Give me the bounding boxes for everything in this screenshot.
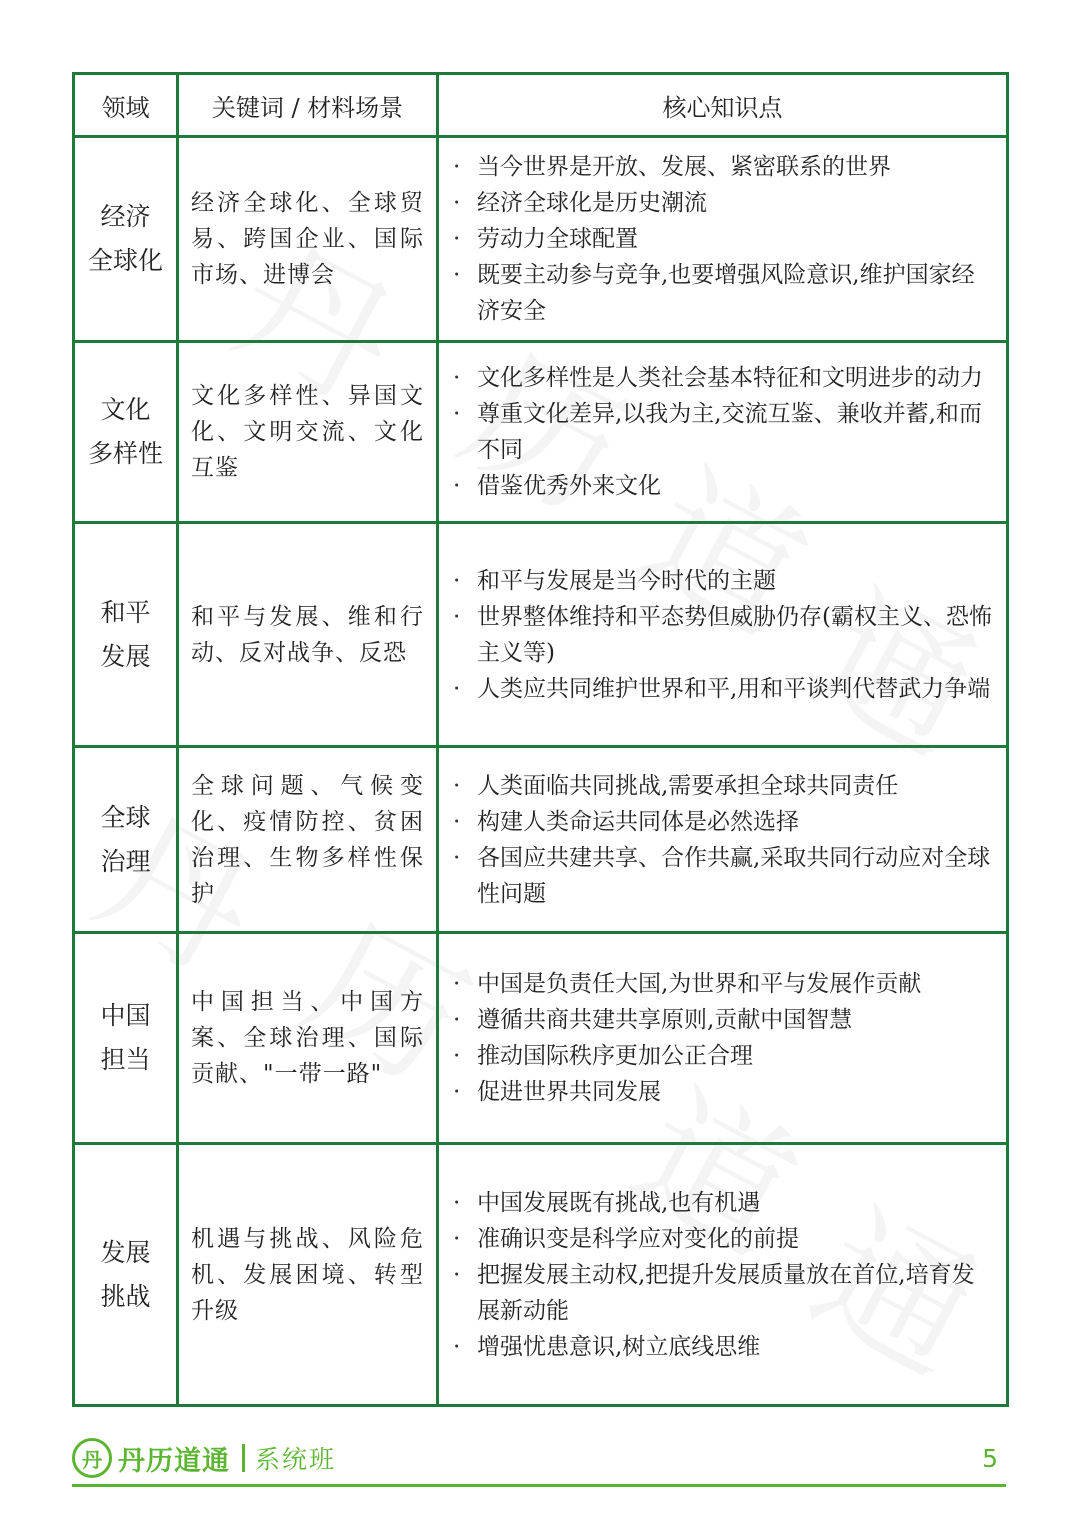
domain-line: 和平 <box>100 597 151 627</box>
table-row <box>74 747 1008 933</box>
header-keywords: 关键词 / 材料场景 <box>178 74 438 137</box>
points-list <box>451 1185 996 1365</box>
table-row <box>74 342 1008 523</box>
domain-cell <box>74 137 178 342</box>
point-item: · 推动国际秩序更加公正合理 <box>451 1038 996 1074</box>
domain-line: 中国 <box>100 1001 151 1030</box>
point-item: · 中国发展既有挑战,也有机遇 <box>451 1185 996 1221</box>
point-item: · 中国是负责任大国,为世界和平与发展作贡献 <box>451 966 996 1002</box>
brand-logo <box>72 1434 336 1482</box>
point-item: · 增强忧患意识,树立底线思维 <box>451 1329 996 1365</box>
points-list <box>451 149 996 329</box>
domain-cell <box>74 1144 178 1406</box>
domain-line: 全球 <box>100 802 151 832</box>
series-name: 系统班 <box>255 1445 337 1474</box>
table-row <box>74 523 1008 747</box>
points-list <box>451 563 996 707</box>
point-item: · 尊重文化差异,以我为主,交流互鉴、兼收并蓄,和而不同 <box>451 396 996 468</box>
keywords-cell: 经济全球化、全球贸易、跨国企业、国际市场、进博会 <box>178 137 438 342</box>
point-item: · 经济全球化是历史潮流 <box>451 185 996 221</box>
keywords-cell: 和平与发展、维和行动、反对战争、反恐 <box>178 523 438 747</box>
domain-line: 全球化 <box>87 246 163 275</box>
domain-line: 发展 <box>100 641 151 671</box>
point-item: · 人类应共同维护世界和平,用和平谈判代替武力争端 <box>451 671 996 707</box>
domain-cell <box>74 747 178 933</box>
point-item: · 构建人类命运共同体是必然选择 <box>451 804 996 840</box>
brand-name: 丹历道通 <box>118 1445 230 1477</box>
domain-line: 文化 <box>100 395 151 424</box>
points-cell <box>438 933 1008 1144</box>
points-list <box>451 360 996 504</box>
domain-line: 发展 <box>100 1237 151 1267</box>
keywords-cell: 文化多样性、异国文化、文明交流、文化互鉴 <box>178 342 438 523</box>
table-row <box>74 1144 1008 1406</box>
points-cell <box>438 342 1008 523</box>
point-item: · 把握发展主动权,把提升发展质量放在首位,培育发展新动能 <box>451 1257 996 1329</box>
page-number: 5 <box>982 1444 998 1473</box>
table-row <box>74 933 1008 1144</box>
header-domain: 领域 <box>74 74 178 137</box>
page-footer <box>72 1430 1006 1486</box>
points-cell <box>438 747 1008 933</box>
domain-cell <box>74 523 178 747</box>
keywords-cell: 中国担当、中国方案、全球治理、国际贡献、"一带一路" <box>178 933 438 1144</box>
logo-mark-icon: 丹 <box>72 1438 112 1478</box>
point-item: · 各国应共建共享、合作共赢,采取共同行动应对全球性问题 <box>451 840 996 912</box>
point-item: · 准确识变是科学应对变化的前提 <box>451 1221 996 1257</box>
domain-line: 挑战 <box>100 1281 151 1311</box>
table-row <box>74 137 1008 342</box>
keywords-cell: 全球问题、气候变化、疫情防控、贫困治理、生物多样性保护 <box>178 747 438 933</box>
knowledge-table <box>72 72 1009 1407</box>
domain-line: 治理 <box>100 846 151 876</box>
header-points: 核心知识点 <box>438 74 1008 137</box>
domain-line: 多样性 <box>87 439 163 468</box>
point-item: · 促进世界共同发展 <box>451 1074 996 1110</box>
domain-line: 经济 <box>100 202 151 231</box>
points-list <box>451 768 996 912</box>
point-item: · 文化多样性是人类社会基本特征和文明进步的动力 <box>451 360 996 396</box>
points-list <box>451 966 996 1110</box>
point-item: · 世界整体维持和平态势但威胁仍存(霸权主义、恐怖主义等) <box>451 599 996 671</box>
point-item: · 人类面临共同挑战,需要承担全球共同责任 <box>451 768 996 804</box>
point-item: · 既要主动参与竞争,也要增强风险意识,维护国家经济安全 <box>451 257 996 329</box>
footer-rule <box>72 1484 1006 1487</box>
point-item: · 当今世界是开放、发展、紧密联系的世界 <box>451 149 996 185</box>
point-item: · 和平与发展是当今时代的主题 <box>451 563 996 599</box>
domain-cell <box>74 933 178 1144</box>
domain-cell <box>74 342 178 523</box>
header-row <box>74 74 1008 137</box>
point-item: · 遵循共商共建共享原则,贡献中国智慧 <box>451 1002 996 1038</box>
brand-divider <box>242 1444 245 1472</box>
keywords-cell: 机遇与挑战、风险危机、发展困境、转型升级 <box>178 1144 438 1406</box>
point-item: · 借鉴优秀外来文化 <box>451 468 996 504</box>
points-cell <box>438 137 1008 342</box>
domain-line: 担当 <box>100 1045 151 1074</box>
points-cell <box>438 1144 1008 1406</box>
points-cell <box>438 523 1008 747</box>
point-item: · 劳动力全球配置 <box>451 221 996 257</box>
